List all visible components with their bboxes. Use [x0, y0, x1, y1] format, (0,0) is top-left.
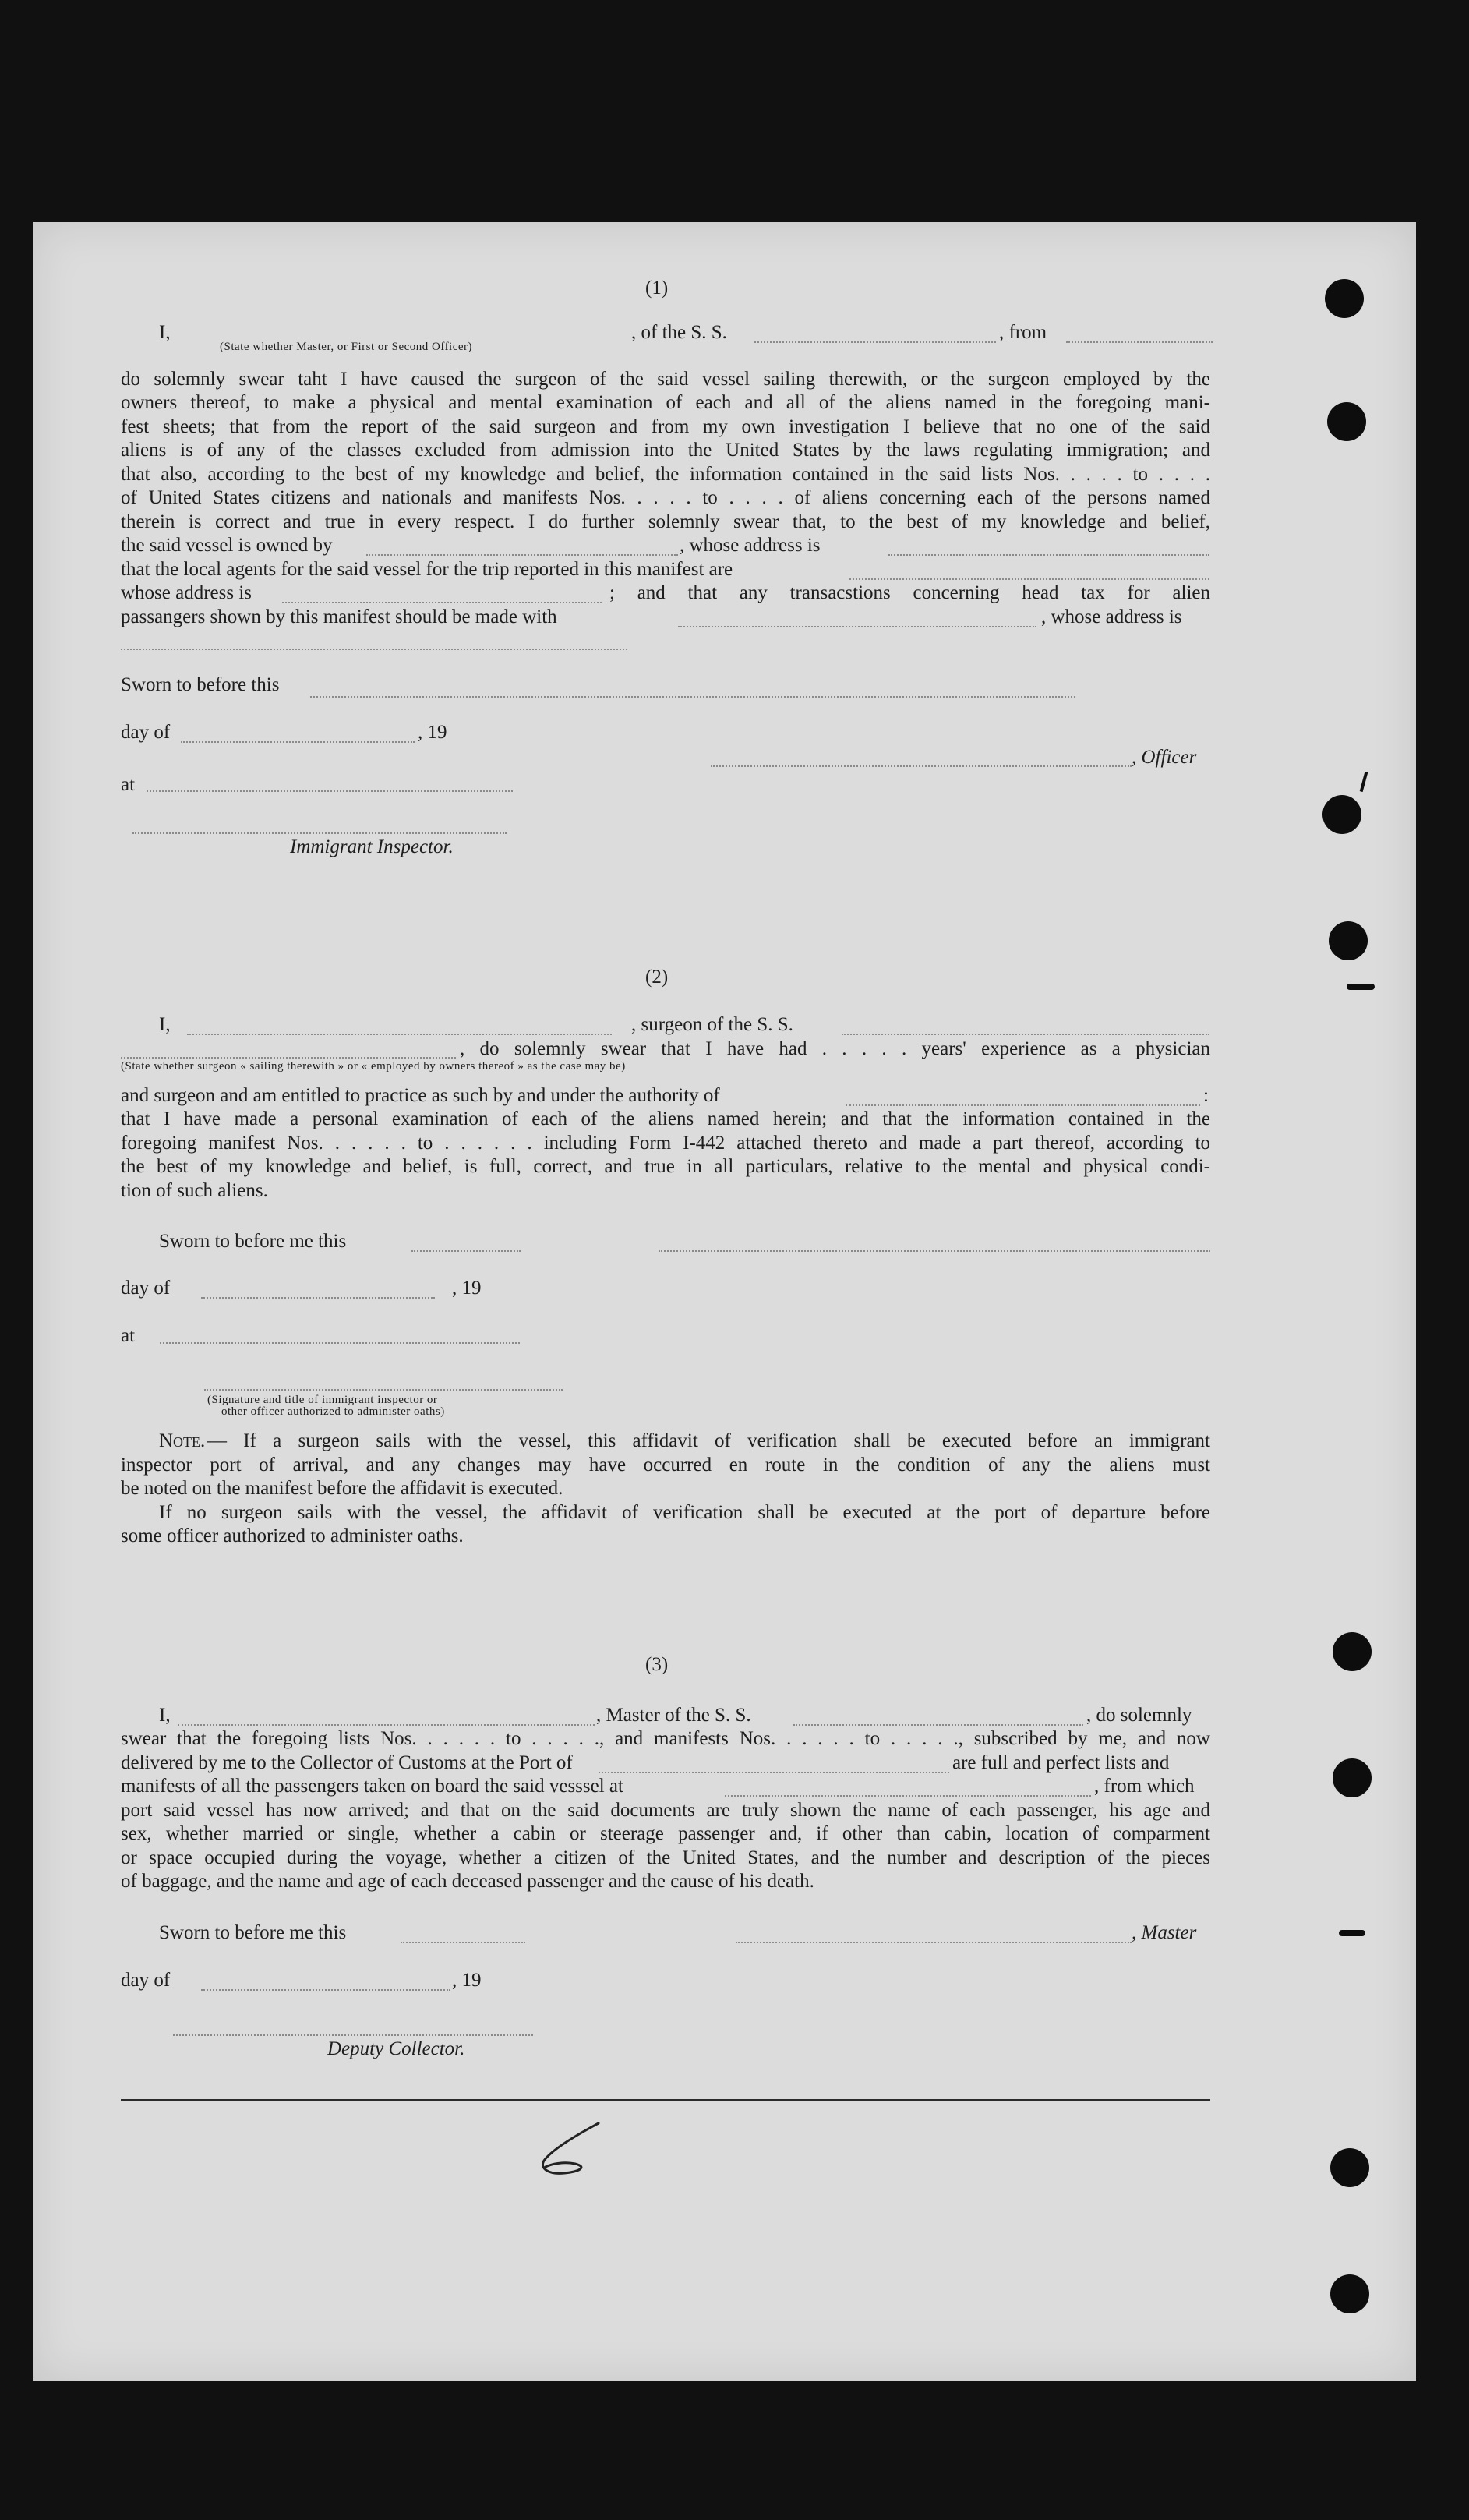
head-tax-blank [678, 626, 1036, 627]
oath-text-line: therein is correct and true in every respect. I do further solemnly swear that, to the best of my knowledge and belief, [121, 511, 1210, 532]
paper-fleck [1339, 1930, 1365, 1936]
punch-hole [1327, 402, 1366, 441]
year-label: , 19 [452, 1278, 482, 1299]
paper-fleck [1347, 984, 1375, 990]
note-label: Note. [159, 1430, 206, 1451]
boarded-text: , from which [1094, 1776, 1195, 1797]
at-label: at [121, 1325, 136, 1346]
master-name-blank [178, 1724, 595, 1726]
oath-text-line: aliens is of any of the classes excluded from admission into the United States by the laws regulating immigration; and [121, 440, 1210, 461]
port-label: delivered by me to the Collector of Customs at the Port of [121, 1752, 573, 1773]
at-blank [160, 1342, 520, 1344]
deputy-collector-label: Deputy Collector. [327, 2038, 465, 2059]
head-tax-address-blank [121, 649, 627, 650]
day-blank [201, 1989, 450, 1991]
surgeon-vessel-label: , surgeon of the S. S. [631, 1014, 793, 1035]
punch-hole [1322, 795, 1361, 834]
punch-hole [1330, 2148, 1369, 2187]
punch-hole [1325, 279, 1364, 318]
note-text-last: be noted on the manifest before the affidavit is executed. [121, 1478, 563, 1499]
vessel-name-blank [754, 341, 996, 343]
oath-text-line: do solemnly swear taht I have caused the surgeon of the said vessel sailing therewith, or the surgeon employed by the [121, 369, 1210, 390]
punch-hole [1329, 921, 1368, 960]
day-blank [181, 741, 415, 743]
immigrant-inspector-label: Immigrant Inspector. [290, 836, 454, 857]
sworn-label: Sworn to before me this [159, 1231, 347, 1252]
from-blank [1066, 341, 1213, 343]
master-text-line: port said vessel has now arrived; and that on the said documents are truly shown the name of each passenger, his age and [121, 1800, 1210, 1821]
head-tax-address-label: , whose address is [1041, 606, 1182, 627]
punch-hole [1330, 2274, 1369, 2313]
year-label: , 19 [452, 1970, 482, 1991]
officer-rank-note: (State whether Master, or First or Second Officer) [220, 341, 473, 353]
oath-text-line: of United States citizens and nationals and manifests Nos. . . . . to . . . . of aliens concerning each of the persons named [121, 487, 1210, 508]
year-label: , 19 [418, 722, 447, 743]
authority-colon: : [1203, 1085, 1209, 1106]
signature-note: other officer authorized to administer oaths) [221, 1405, 445, 1418]
surgeon-status-note: (State whether surgeon « sailing therewith » or « employed by owners thereof » as the case may be) [121, 1060, 626, 1073]
surgeon-intro: I, [159, 1014, 171, 1035]
note-text-line: inspector port of arrival, and any changes may have occurred en route in the condition of any the aliens must [121, 1454, 1210, 1476]
surgeon-text-line: foregoing manifest Nos. . . . . . to . . . . . . including Form I-442 attached thereto and made a part thereof, according to [121, 1133, 1210, 1154]
inspector-signature-blank [132, 832, 507, 834]
surgeon-text-line: the best of my knowledge and belief, is full, correct, and true in all particulars, relative to the mental and physical condi- [121, 1156, 1210, 1177]
punch-hole [1333, 1632, 1372, 1671]
day-blank [201, 1297, 435, 1299]
agents-blank [849, 578, 1209, 580]
authority-blank [846, 1104, 1200, 1106]
port-blank [599, 1772, 949, 1773]
oath-text-line: fest sheets; that from the report of the said surgeon and from my own investigation I believe that no one of the said [121, 416, 1210, 437]
section-number: (3) [645, 1654, 669, 1675]
sworn-label: Sworn to before me this [159, 1922, 347, 1943]
surgeon-vessel-blank [842, 1034, 1209, 1035]
solemnly-label: , do solemnly [1086, 1705, 1192, 1726]
closing-rule [121, 2099, 1210, 2101]
collector-signature-blank [173, 2034, 533, 2036]
day-label: day of [121, 1278, 171, 1299]
surgeon-status-blank [121, 1057, 456, 1059]
signature-blank [204, 1389, 563, 1391]
owner-address-label: , whose address is [680, 535, 821, 556]
head-tax-text: ; and that any transacstions concerning head tax for alien [609, 582, 1210, 603]
owner-address-blank [888, 554, 1209, 556]
officer-label: , Officer [1132, 747, 1197, 768]
sworn-blank [401, 1942, 525, 1943]
oath-text-line: that also, according to the best of my knowledge and belief, the information contained in the said lists Nos. . . . . to . . . . [121, 464, 1210, 485]
agent-address-label: whose address is [121, 582, 252, 603]
officer-signature-blank [711, 765, 1132, 767]
punch-hole [1333, 1758, 1372, 1797]
port-text: are full and perfect lists and [952, 1752, 1170, 1773]
master-intro: I, [159, 1705, 171, 1726]
oath-text-line: owners thereof, to make a physical and mental examination of each and all of the aliens named in the foregoing mani- [121, 392, 1210, 413]
signature-note: (Signature and title of immigrant inspector or [207, 1394, 438, 1406]
oath-intro: I, [159, 322, 171, 343]
master-signature-blank [736, 1942, 1132, 1943]
authority-label: and surgeon and am entitled to practice as such by and under the authority of [121, 1085, 720, 1106]
master-vessel-label: , Master of the S. S. [596, 1705, 751, 1726]
master-text-line: sex, whether married or single, whether a cabin or steerage passenger and, if other than cabin, location of comparment [121, 1823, 1210, 1844]
surgeon-text-line: that I have made a personal examination of each of the aliens named herein; and that the information contained in the [121, 1108, 1210, 1129]
sworn-blank [411, 1250, 521, 1252]
sworn-label: Sworn to before this [121, 674, 280, 695]
note-text-line: — If a surgeon sails with the vessel, this affidavit of verification shall be executed before an immigrant [207, 1430, 1210, 1451]
note2-text-line: If no surgeon sails with the vessel, the affidavit of verification shall be executed at the port of departure before [159, 1502, 1210, 1523]
owned-by-label: the said vessel is owned by [121, 535, 333, 556]
section-number: (2) [645, 967, 669, 988]
owner-blank [366, 554, 678, 556]
at-blank [147, 790, 513, 792]
sworn-blank [310, 696, 1075, 698]
at-label: at [121, 774, 136, 795]
surgeon-name-blank [187, 1034, 612, 1035]
from-label: , from [999, 322, 1047, 343]
master-label: , Master [1132, 1922, 1197, 1943]
handwritten-page-number [521, 2112, 630, 2182]
boarded-blank [725, 1795, 1091, 1797]
surgeon-signature-blank [659, 1250, 1210, 1252]
agents-label: that the local agents for the said vessel for the trip reported in this manifest are [121, 559, 733, 580]
day-label: day of [121, 1970, 171, 1991]
master-text-line: or space occupied during the voyage, whether a citizen of the United States, and the number and description of the pieces [121, 1847, 1210, 1868]
master-text-last: of baggage, and the name and age of each deceased passenger and the cause of his death. [121, 1871, 814, 1892]
master-text-line: swear that the foregoing lists Nos. . . . . . to . . . . ., and manifests Nos. . . . . . to . . . . ., subscribed by me, and now [121, 1728, 1210, 1749]
vessel-label: , of the S. S. [631, 322, 727, 343]
head-tax-label: passangers shown by this manifest should be made with [121, 606, 557, 627]
note2-text-last: some officer authorized to administer oaths. [121, 1525, 464, 1546]
day-label: day of [121, 722, 171, 743]
boarded-label: manifests of all the passengers taken on board the said vesssel at [121, 1776, 623, 1797]
agent-address-blank [282, 602, 602, 603]
surgeon-text-last: tion of such aliens. [121, 1180, 268, 1201]
master-vessel-blank [793, 1724, 1083, 1726]
surgeon-experience-text: , do solemnly swear that I have had . . . . . years' experience as a physician [460, 1038, 1210, 1059]
section-number: (1) [645, 277, 669, 299]
